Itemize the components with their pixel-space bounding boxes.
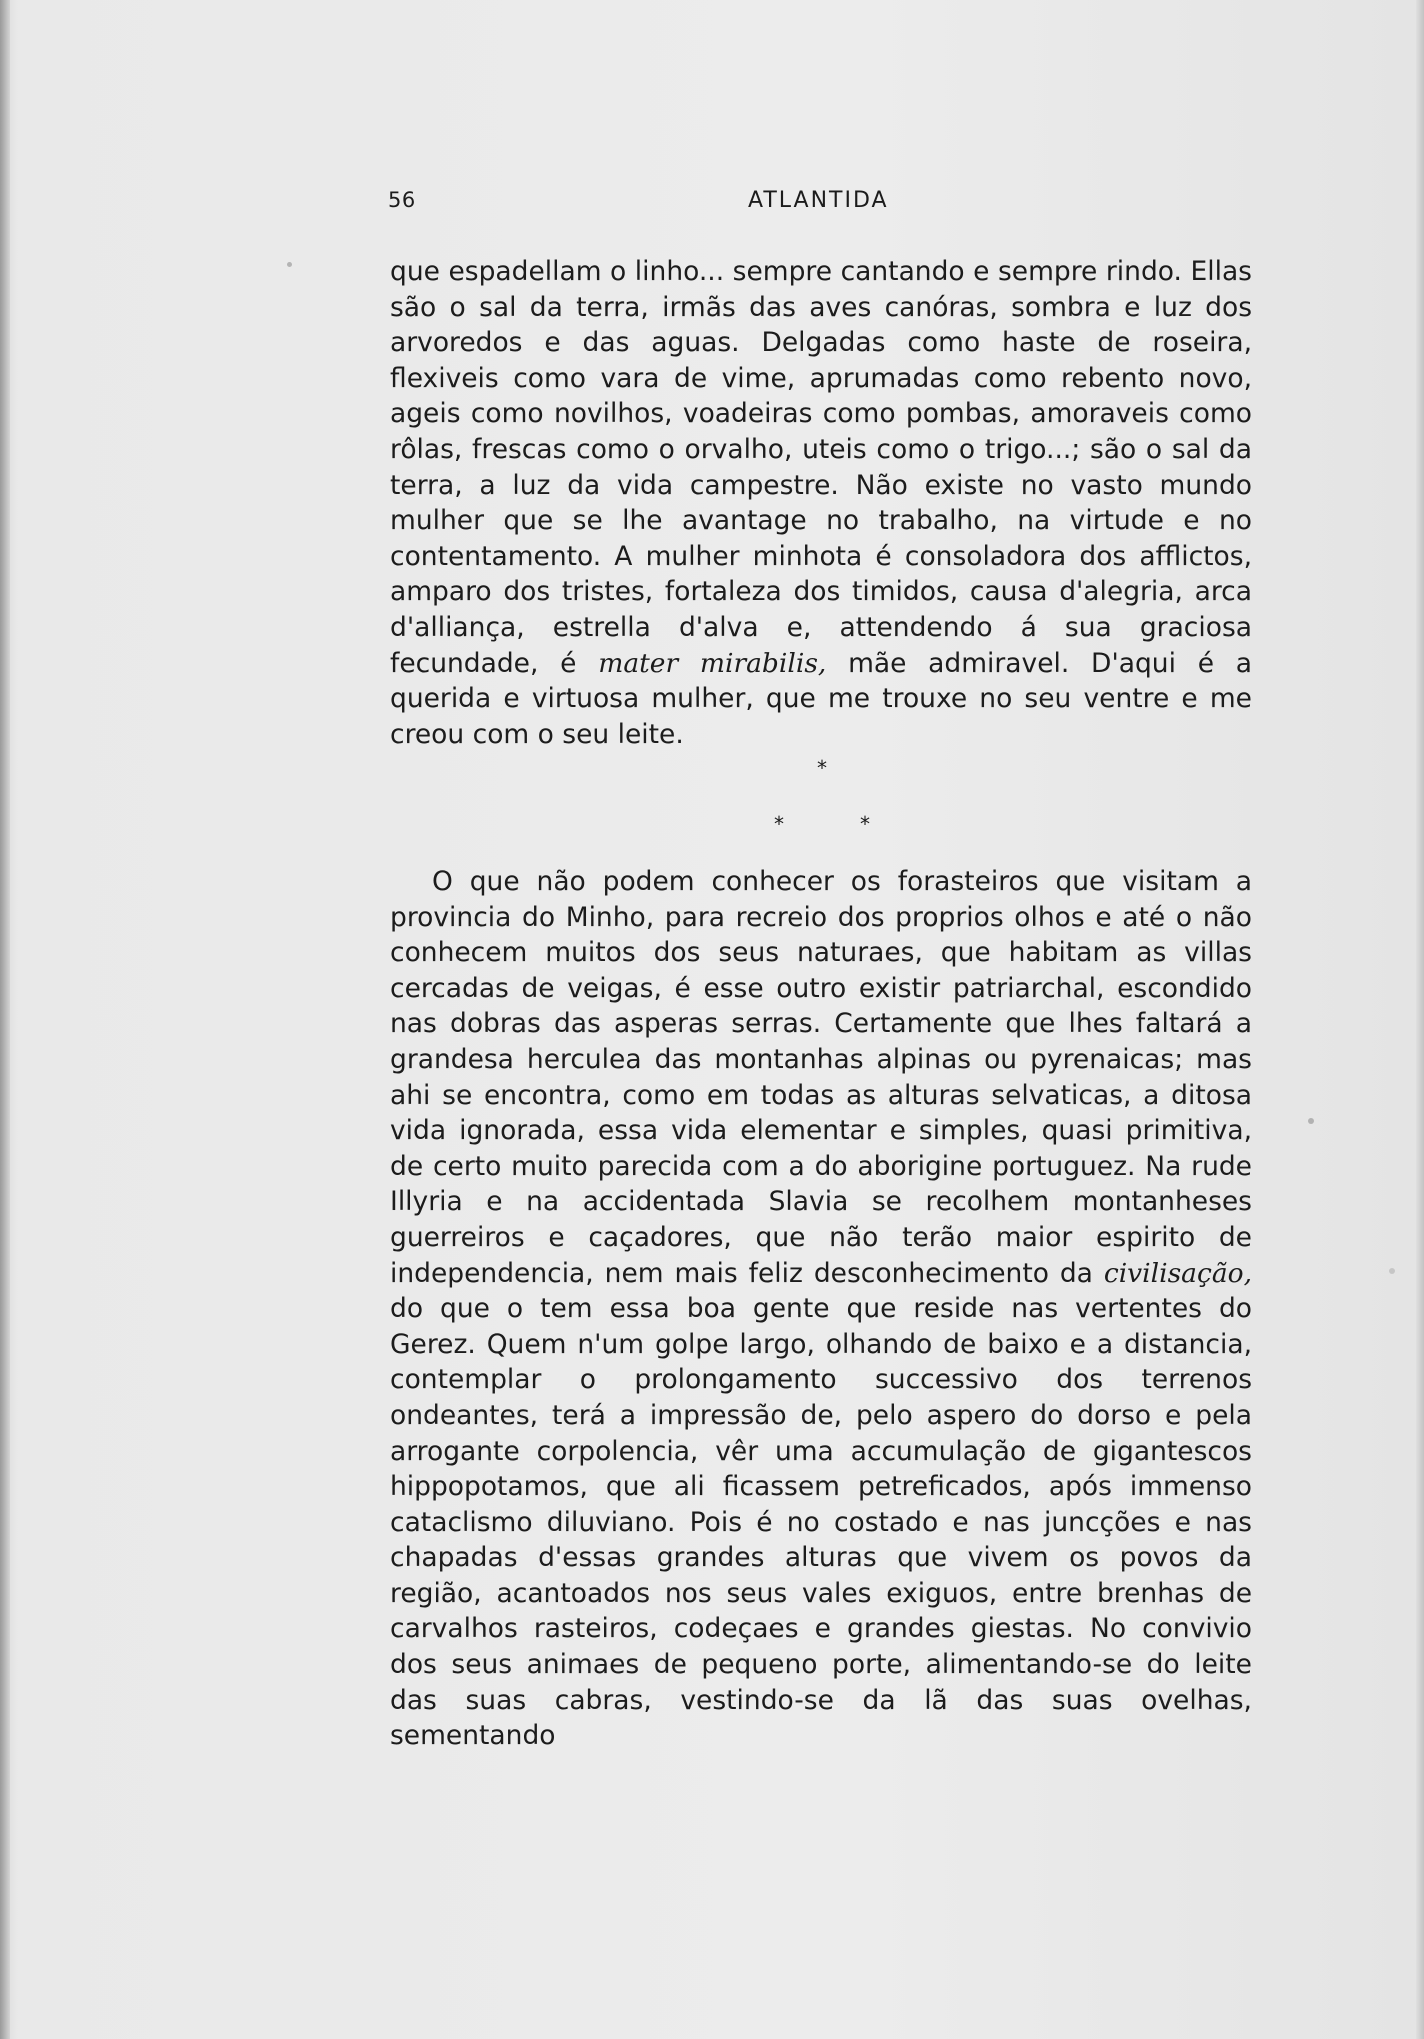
section-asterism (760, 756, 880, 836)
paragraph-2-italic: civilisação, (1103, 1257, 1252, 1289)
paper-spot (1308, 1118, 1314, 1124)
asterism-star-top: * (817, 756, 827, 780)
paragraph-2-text-end: do que o tem essa boa gente que reside nas vertentes do Gerez. Quem n'um golpe largo, olhando de baixo e a distancia, contemplar o prolongamento successivo dos terrenos ondeantes, terá a impressão de, pelo aspero do dorso e pela arrogante corpolencia, vêr uma accumulação de gigantescos hippopotamos, que ali ficassem petreficados, após immenso cataclismo diluviano. Pois é no costado e nas juncções e nas chapadas d'essas grandes alturas que vivem os povos da região, acantoados nos seus vales exiguos, entre brenhas de carvalhos rasteiros, codeçaes e grandes giestas. No convivio dos seus animaes de pequeno porte, alimentando-se do leite das suas cabras, vestindo-se da lã das suas ovelhas, sementando (390, 1293, 1252, 1752)
paragraph-1-text: que espadellam o linho... sempre cantando e sempre rindo. Ellas são o sal da terra, irmãs das aves canóras, sombra e luz dos arvoredos e das aguas. Delgadas como haste de roseira, flexiveis como vara de vime, aprumadas como rebento novo, ageis como novilhos, voadeiras como pombas, amoraveis como rôlas, frescas como o orvalho, uteis como o trigo...; são o sal da terra, a luz da vida campestre. Não existe no vasto mundo mulher que se lhe avantage no trabalho, na virtude e no contentamento. A mulher minhota é consoladora dos afflictos, amparo dos tristes, fortaleza dos timidos, causa d'alegria, arca d'alliança, estrella d'alva e, attendendo á sua graciosa fecundade, é (390, 256, 1252, 679)
asterism-star-left: * (774, 812, 784, 836)
asterism-star-right: * (860, 812, 870, 836)
paragraph-2 (390, 864, 1252, 1754)
paragraph-2-text: O que não podem conhecer os forasteiros que visitam a provincia do Minho, para recreio dos proprios olhos e até o não conhecem muitos dos seus naturaes, que habitam as villas cercadas de veigas, é esse outro existir patriarchal, escondido nas dobras das asperas serras. Certamente que lhes faltará a grandesa herculea das montanhas alpinas ou pyrenaicas; mas ahi se encontra, como em todas as alturas selvaticas, a ditosa vida ignorada, essa vida elementar e simples, quasi primitiva, de certo muito parecida com a do aborigine portuguez. Na rude Illyria e na accidentada Slavia se recolhem montanheses guerreiros e caçadores, que não terão maior espirito de independencia, nem mais feliz desconhecimento da (390, 866, 1252, 1289)
running-head: ATLANTIDA (748, 188, 889, 213)
paragraph-1 (390, 254, 1252, 752)
paper-spot (287, 262, 292, 267)
paper-spot (1389, 1268, 1395, 1274)
paragraph-1-text-end: mãe admiravel. D'aqui é a querida e virtuosa mulher, que me trouxe no seu ventre e me creou com o seu leite. (390, 647, 1252, 750)
paragraph-1-italic: mater mirabilis, (598, 647, 827, 679)
page-left-edge (0, 0, 10, 2039)
page-number: 56 (388, 188, 416, 212)
page-right-edge (1416, 0, 1424, 2039)
page-header (388, 188, 1268, 224)
